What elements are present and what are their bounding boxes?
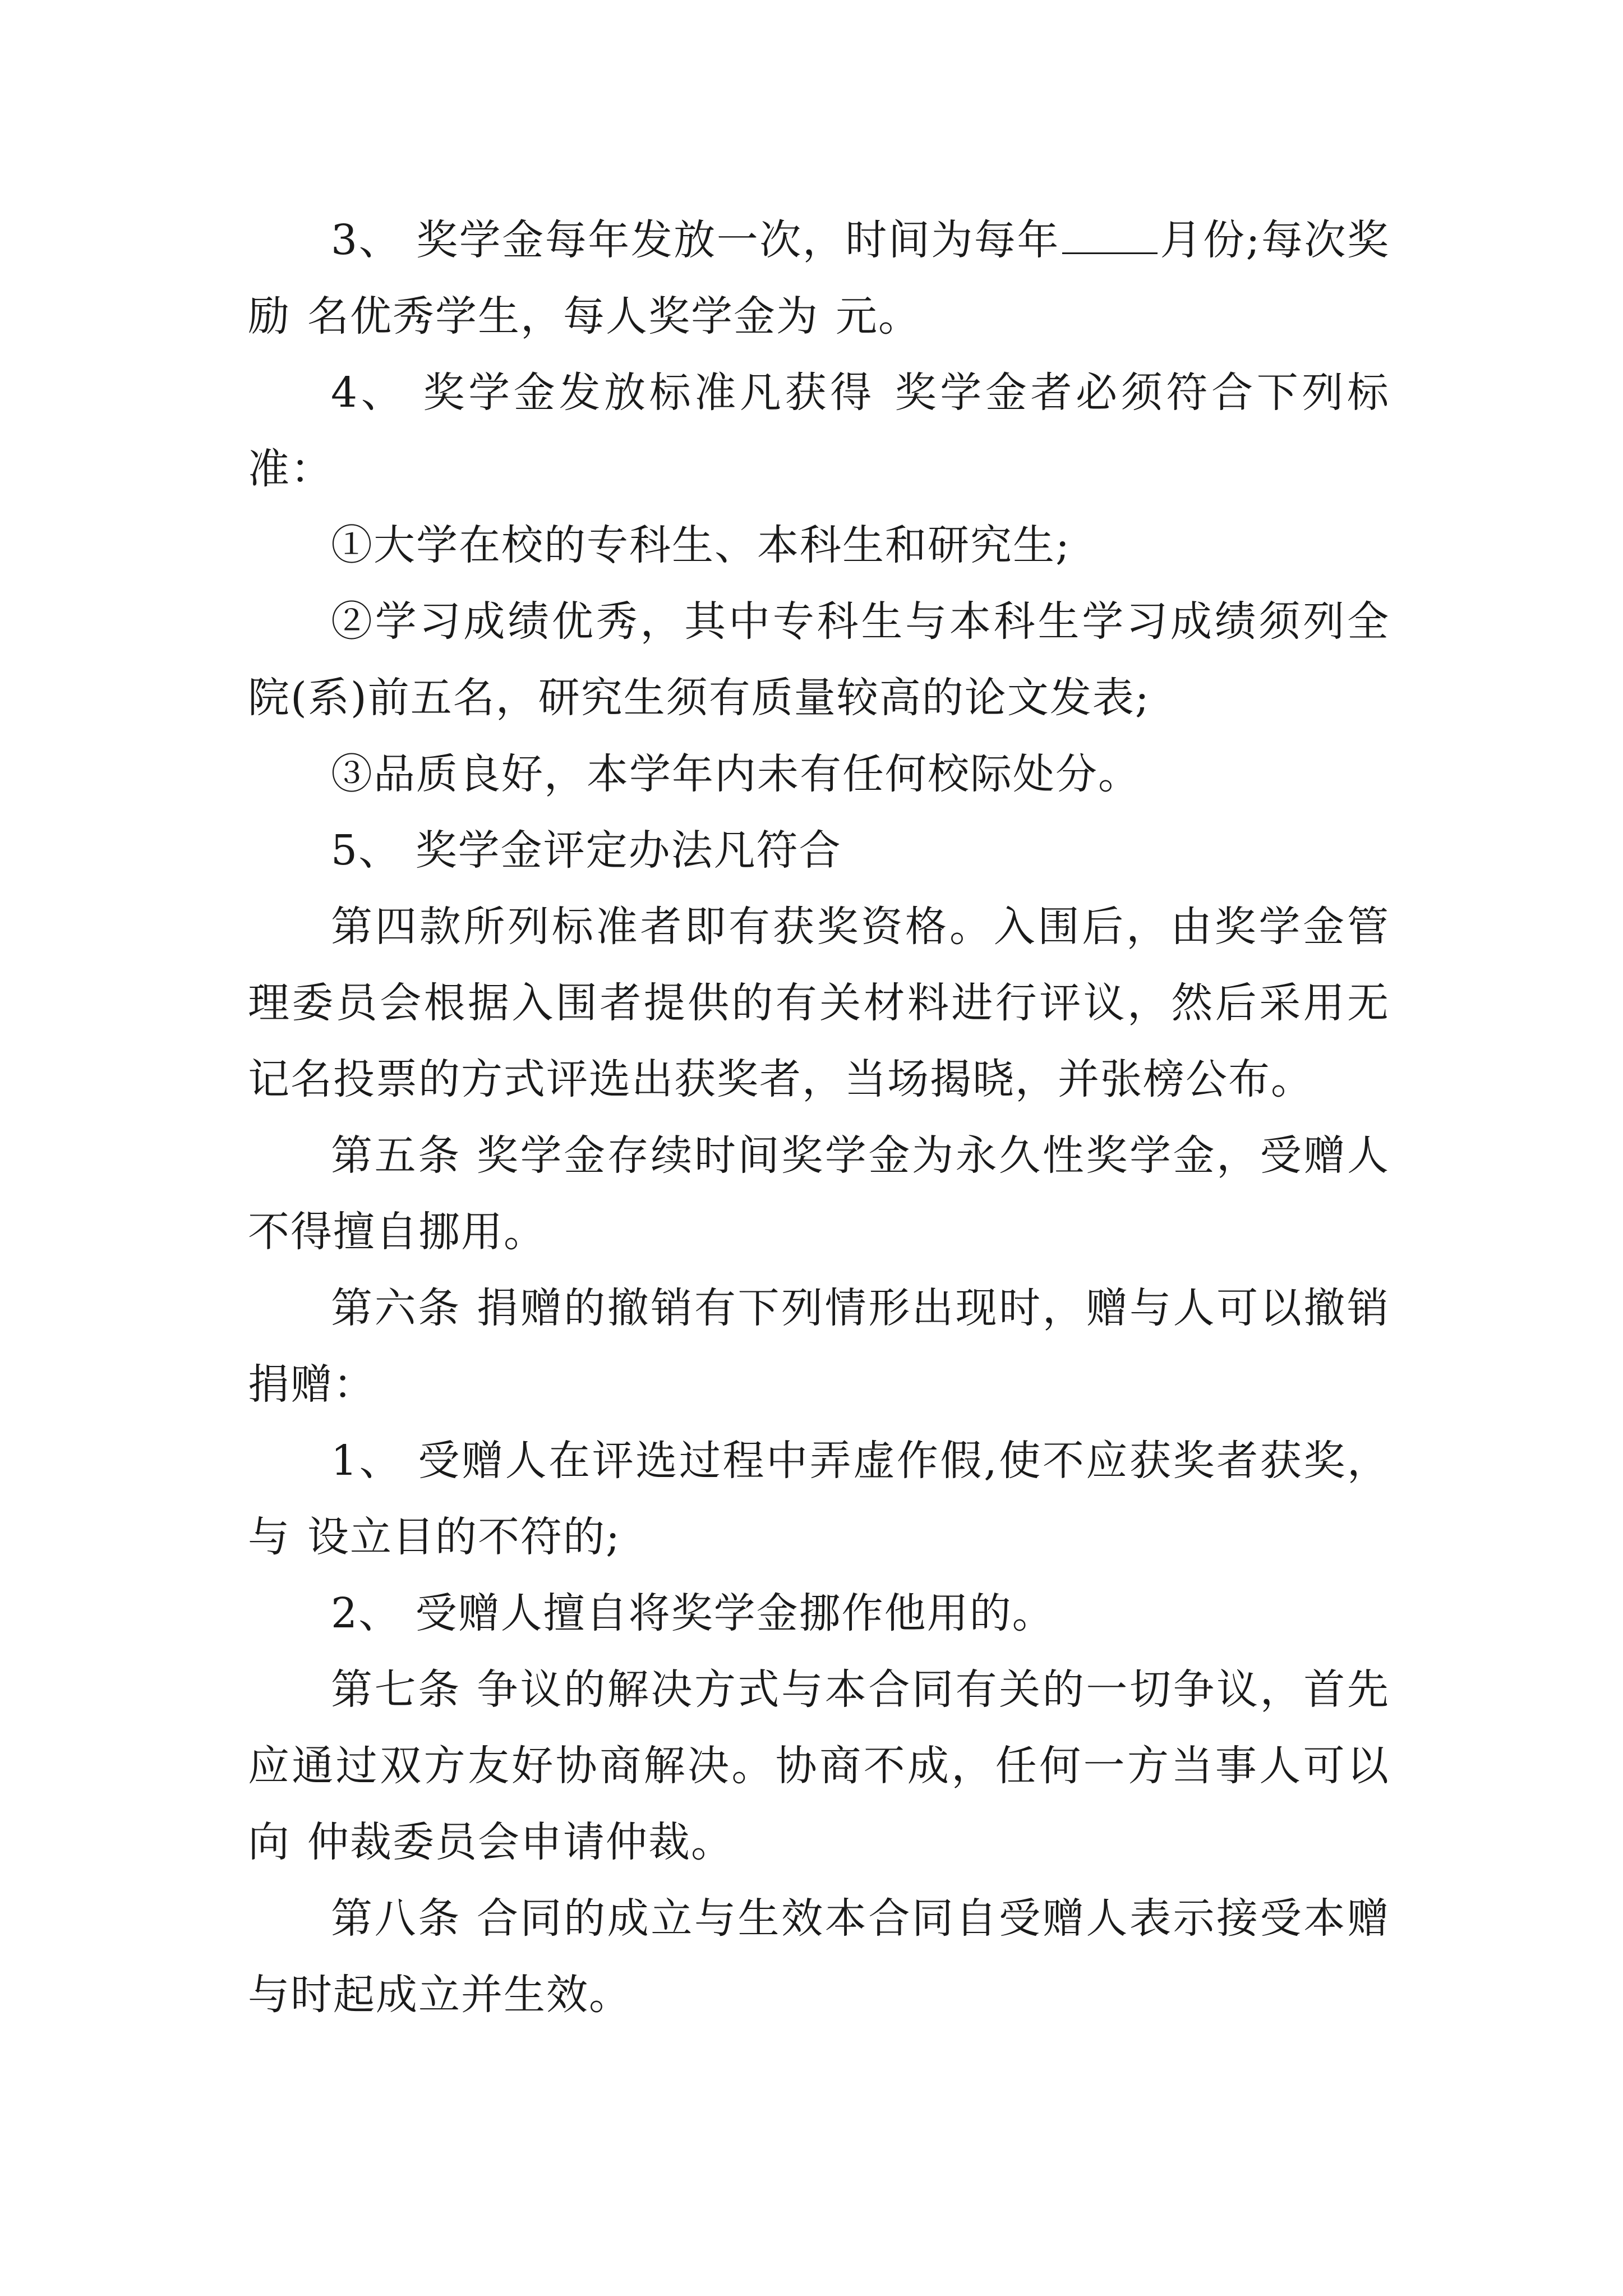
item-3-month-suffix: 月份;每次奖励 [248,216,1390,341]
paragraph-article-8: 第八条 合同的成立与生效本合同自受赠人表示接受本赠与时起成立并生效。 [248,1894,1390,2019]
purpose-blank [291,1519,307,1551]
paragraph-article-6: 第六条 捐赠的撤销有下列情形出现时，赠与人可以撤销捐赠： [248,1284,1390,1409]
amount-blank [819,298,836,330]
paragraph-item-5: 5、 奖学金评定办法凡符合 [331,826,842,875]
paragraph-item-5-body: 第四款所列标准者即有获奖资格。入围后，由奖学金管理委员会根据入围者提供的有关材料进行评议，然后采用无记名投票的方式评选出获奖者，当场揭晓，并张榜公布。 [248,903,1390,1103]
revoke-1-end: 设立目的不符的; [307,1513,621,1561]
paragraph-revoke-1 [248,1423,1390,1575]
item-4-end: 奖学金者必须符合下列标准： [248,369,1390,493]
article-7-end: 仲裁委员会申请仲裁。 [307,1818,734,1866]
paragraph-criteria-3: ③品质良好，本学年内未有任何校际处分。 [331,750,1141,798]
paragraph-article-7 [248,1651,1390,1880]
article-7-start: 第七条 争议的解决方式与本合同有关的一切争议，首先应通过双方友好协商解决。协商不成，任何一方当事人可以向 [248,1665,1390,1866]
month-blank [1062,220,1158,254]
item-3-end: 元。 [836,292,921,341]
paragraph-article-5: 第五条 奖学金存续时间奖学金为永久性奖学金，受赠人不得擅自挪用。 [248,1131,1390,1256]
document-body [248,202,1390,2033]
item-3-start: 3、 奖学金每年发放一次，时间为每年 [331,216,1060,264]
paragraph-item-3 [248,202,1390,355]
paragraph-criteria-2: ②学习成绩优秀，其中专科生与本科生学习成绩须列全院(系)前五名，研究生须有质量较高的论文发表; [248,597,1390,722]
count-blank [291,298,307,330]
scholarship-name-blank [875,374,892,407]
revoke-1-start: 1、 受赠人在评选过程中弄虚作假,使不应获奖者获奖，与 [248,1437,1390,1561]
paragraph-revoke-2: 2、 受赠人擅自将奖学金挪作他用的。 [331,1589,1055,1637]
paragraph-item-4 [248,355,1390,507]
paragraph-criteria-1: ①大学在校的专科生、本科生和研究生; [331,521,1071,569]
item-3-mid: 名优秀学生，每人奖学金为 [307,292,819,341]
arbitration-blank [291,1824,307,1856]
item-4-start: 4、 奖学金发放标准凡获得 [331,369,875,417]
